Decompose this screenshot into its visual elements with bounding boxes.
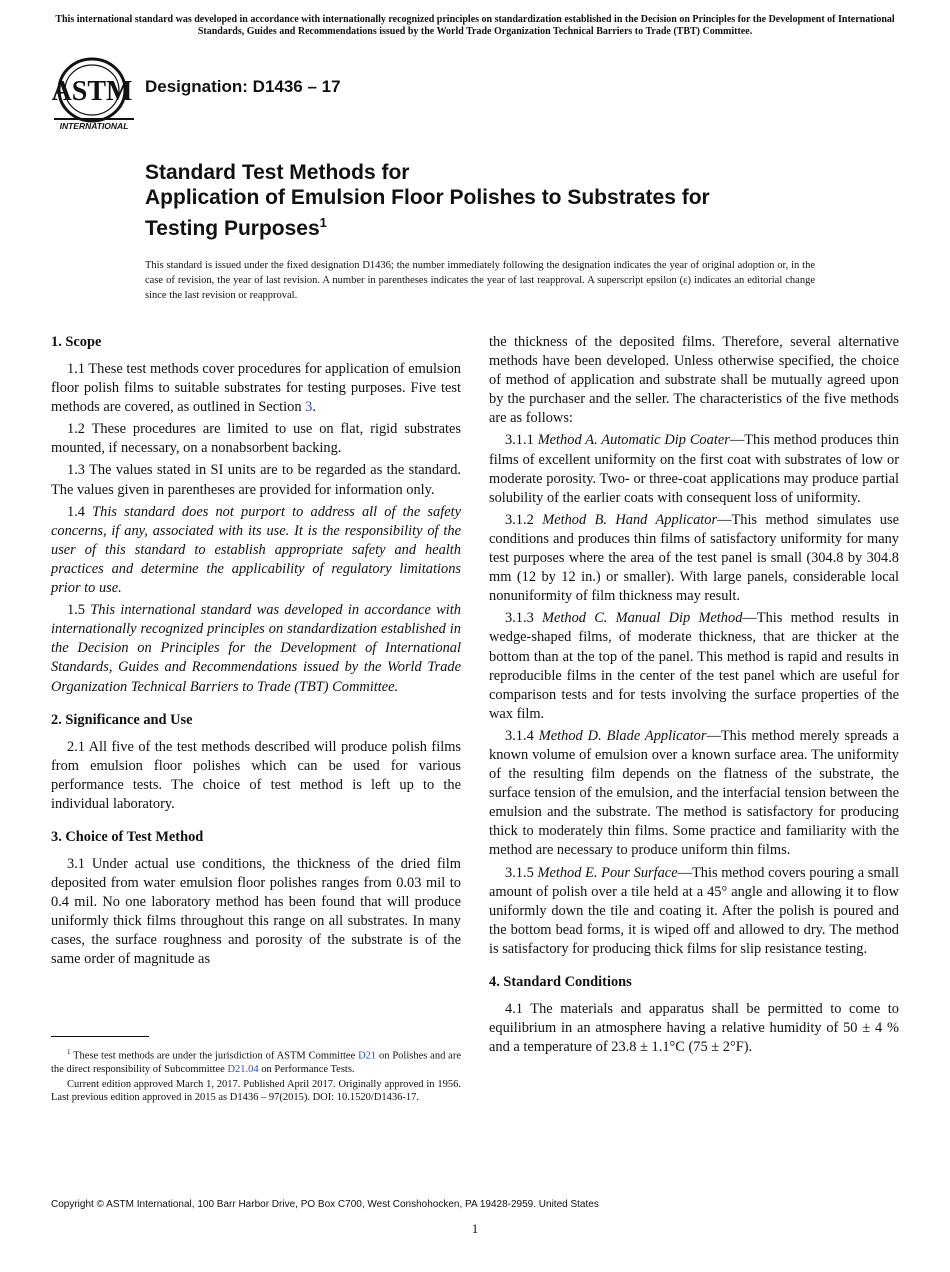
left-column — [51, 333, 461, 973]
astm-logo-icon — [52, 56, 136, 134]
footnote-1: $^1$ These test methods are under the jurisdiction of ASTM Committee D21 on Polishes and are the direct responsibility of Subcommittee D21.04 on Performance Tests. — [51, 1048, 461, 1075]
paragraph-3-1-1: 3.1.1 Method A. Automatic Dip Coater—This method produces thin films of excellent uniformity on the first coat with substrates of low or moderate porosity. Two- or three-coat applications may produce partial solubility of the earlier coats with consequent loss of uniformity. — [489, 432, 899, 506]
paragraph-3-1: 3.1 Under actual use conditions, the thickness of the dried film deposited from water emulsion floor polishes ranges from 0.03 mil to 0.4 mil. No one laboratory method has been found that will produce uniformly thick films throughout this range on all substrates. In many cases, the surface roughness and porosity of the substrate is of the same order of magnitude as — [51, 855, 461, 968]
paragraph-3-1-2: 3.1.2 Method B. Hand Applicator—This method simulates use conditions and produces thin films of satisfactory uniformity for many test purposes where the area of the test panel is small (304.8 by 304.8 mm (12 by 12 in.) or smaller). With large panels, considerable local nonuniformity of film thickness may result. — [489, 511, 899, 605]
designation: Designation: D1436 – 17 — [145, 77, 341, 96]
footnote-edition: Current edition approved March 1, 2017. Published April 2017. Originally approved in 1956. Last previous edition approved in 2015 as D1436 – 97(2015). DOI: 10.1520/D1436-17. — [51, 1078, 461, 1104]
astm-logo — [52, 56, 136, 134]
paragraph-3-1-4: 3.1.4 Method D. Blade Applicator—This method merely spreads a known volume of emulsion over a known surface area. The uniformity of the resulting film depends on the flatness of the substrate, the surface tension of the emulsion, and the interfacial tension between the emulsion and the substrate. The method is satisfactory for producing thick to moderately thin films. Some practice and familiarity with the method are necessary to produce uniform thin films. — [489, 727, 899, 859]
paragraph-1-5: 1.5 This international standard was developed in accordance with internationally recognized principles on standardization established in the Decision on Principles for the Development of International Standards, Guides and Recommendations issued by the World Trade Organization Technical Barriers to Trade (TBT) Committee. — [51, 602, 461, 695]
paragraph-4-1: 4.1 The materials and apparatus shall be permitted to come to equilibrium in an atmosphere having a relative humidity of 50 ± 4 % and a temperature of 23.8 ± 1.1°C (75 ± 2°F). — [489, 1001, 899, 1056]
paragraph-1-2: 1.2 These procedures are limited to use on flat, rigid substrates mounted, if necessary, on a nonabsorbent backing. — [51, 421, 461, 457]
paragraph-1-3: 1.3 The values stated in SI units are to be regarded as the standard. The values given in parentheses are provided for information only. — [51, 462, 461, 498]
section-heading-conditions: 4. Standard Conditions — [489, 974, 632, 990]
paragraph-1-1: 1.1 These test methods cover procedures for application of emulsion floor polish films to suitable substrates for testing purposes. Five test methods are covered, as outlined in Section 3. — [51, 361, 461, 416]
paragraph-3-1-3: 3.1.3 Method C. Manual Dip Method—This method results in wedge-shaped films, of moderate thickness, that are thicker at the bottom than at the top of the panel. This method is rapid and results in reproducible films in the center of the test panel which are useful for comparison tests and for tests involving the surface properties of the wax film. — [489, 610, 899, 722]
title-line-3: Testing Purposes$^1$ — [145, 215, 327, 240]
footnotes — [51, 1046, 461, 1106]
committee-d21-link[interactable]: D21 — [358, 1050, 377, 1062]
title-line-1: Standard Test Methods for — [145, 161, 410, 184]
paragraph-1-4: 1.4 This standard does not purport to address all of the safety concerns, if any, associated with its use. It is the responsibility of the user of this standard to establish appropriate safety and health practices and determine the applicability of regulatory limitations prior to use. — [51, 503, 461, 597]
footnote-divider — [51, 1036, 149, 1037]
section-3-link[interactable]: 3 — [305, 399, 313, 416]
section-heading-choice: 3. Choice of Test Method — [51, 828, 204, 845]
paragraph-3-1-continued: the thickness of the deposited films. Therefore, several alternative methods have been developed. Unless otherwise specified, the choice of method of application and substrate shall be mutually agreed upon by the purchaser and the seller. The characteristics of the five methods are as follows: — [489, 334, 899, 427]
document-title — [145, 160, 845, 241]
issuance-note: This standard is issued under the fixed designation D1436; the number immediately following the designation indicates the year of original adoption or, in the case of revision, the year of last revision. A number in parentheses indicates the year of last reapproval. A superscript epsilon (ε) indicates an editorial change since the last revision or reapproval. — [145, 260, 815, 301]
page-number: 1 — [471, 1221, 479, 1236]
section-heading-scope: 1. Scope — [51, 334, 102, 350]
title-line-2: Application of Emulsion Floor Polishes to Substrates for — [145, 186, 710, 209]
paragraph-2-1: 2.1 All five of the test methods described will produce polish films from emulsion floor polishes which can be used for various performance tests. The choice of test method is left up to the individual laboratory. — [51, 738, 461, 812]
logo-wordmark: INTERNATIONAL — [59, 121, 129, 131]
section-heading-significance: 2. Significance and Use — [51, 711, 193, 728]
title-footnote-mark[interactable]: 1 — [319, 215, 327, 230]
right-column — [489, 333, 899, 1060]
logo-letters: ASTM — [52, 76, 133, 107]
copyright-notice: Copyright © ASTM International, 100 Barr Harbor Drive, PO Box C700, West Conshohocken, PA 19428-2959. United States — [51, 1199, 599, 1210]
subcommittee-d21-04-link[interactable]: D21.04 — [227, 1063, 259, 1075]
paragraph-3-1-5: 3.1.5 Method E. Pour Surface—This method covers pouring a small amount of polish over a tile held at a 45° angle and allowing it to flow uniformly down the tile and coating it. After the polish is poured and the bottom bead forms, it is wiped off and allowed to dry. The method is satisfactory for producing thick films for slip resistance testing. — [489, 864, 899, 957]
header-notice: This international standard was developed in accordance with internationally recognized principles on standardization established in the Decision on Principles for the Development of International Standards, Guides and Recommendations issued by the World Trade Organization Technical Barriers to Trade (TBT) Committee. — [55, 14, 895, 37]
